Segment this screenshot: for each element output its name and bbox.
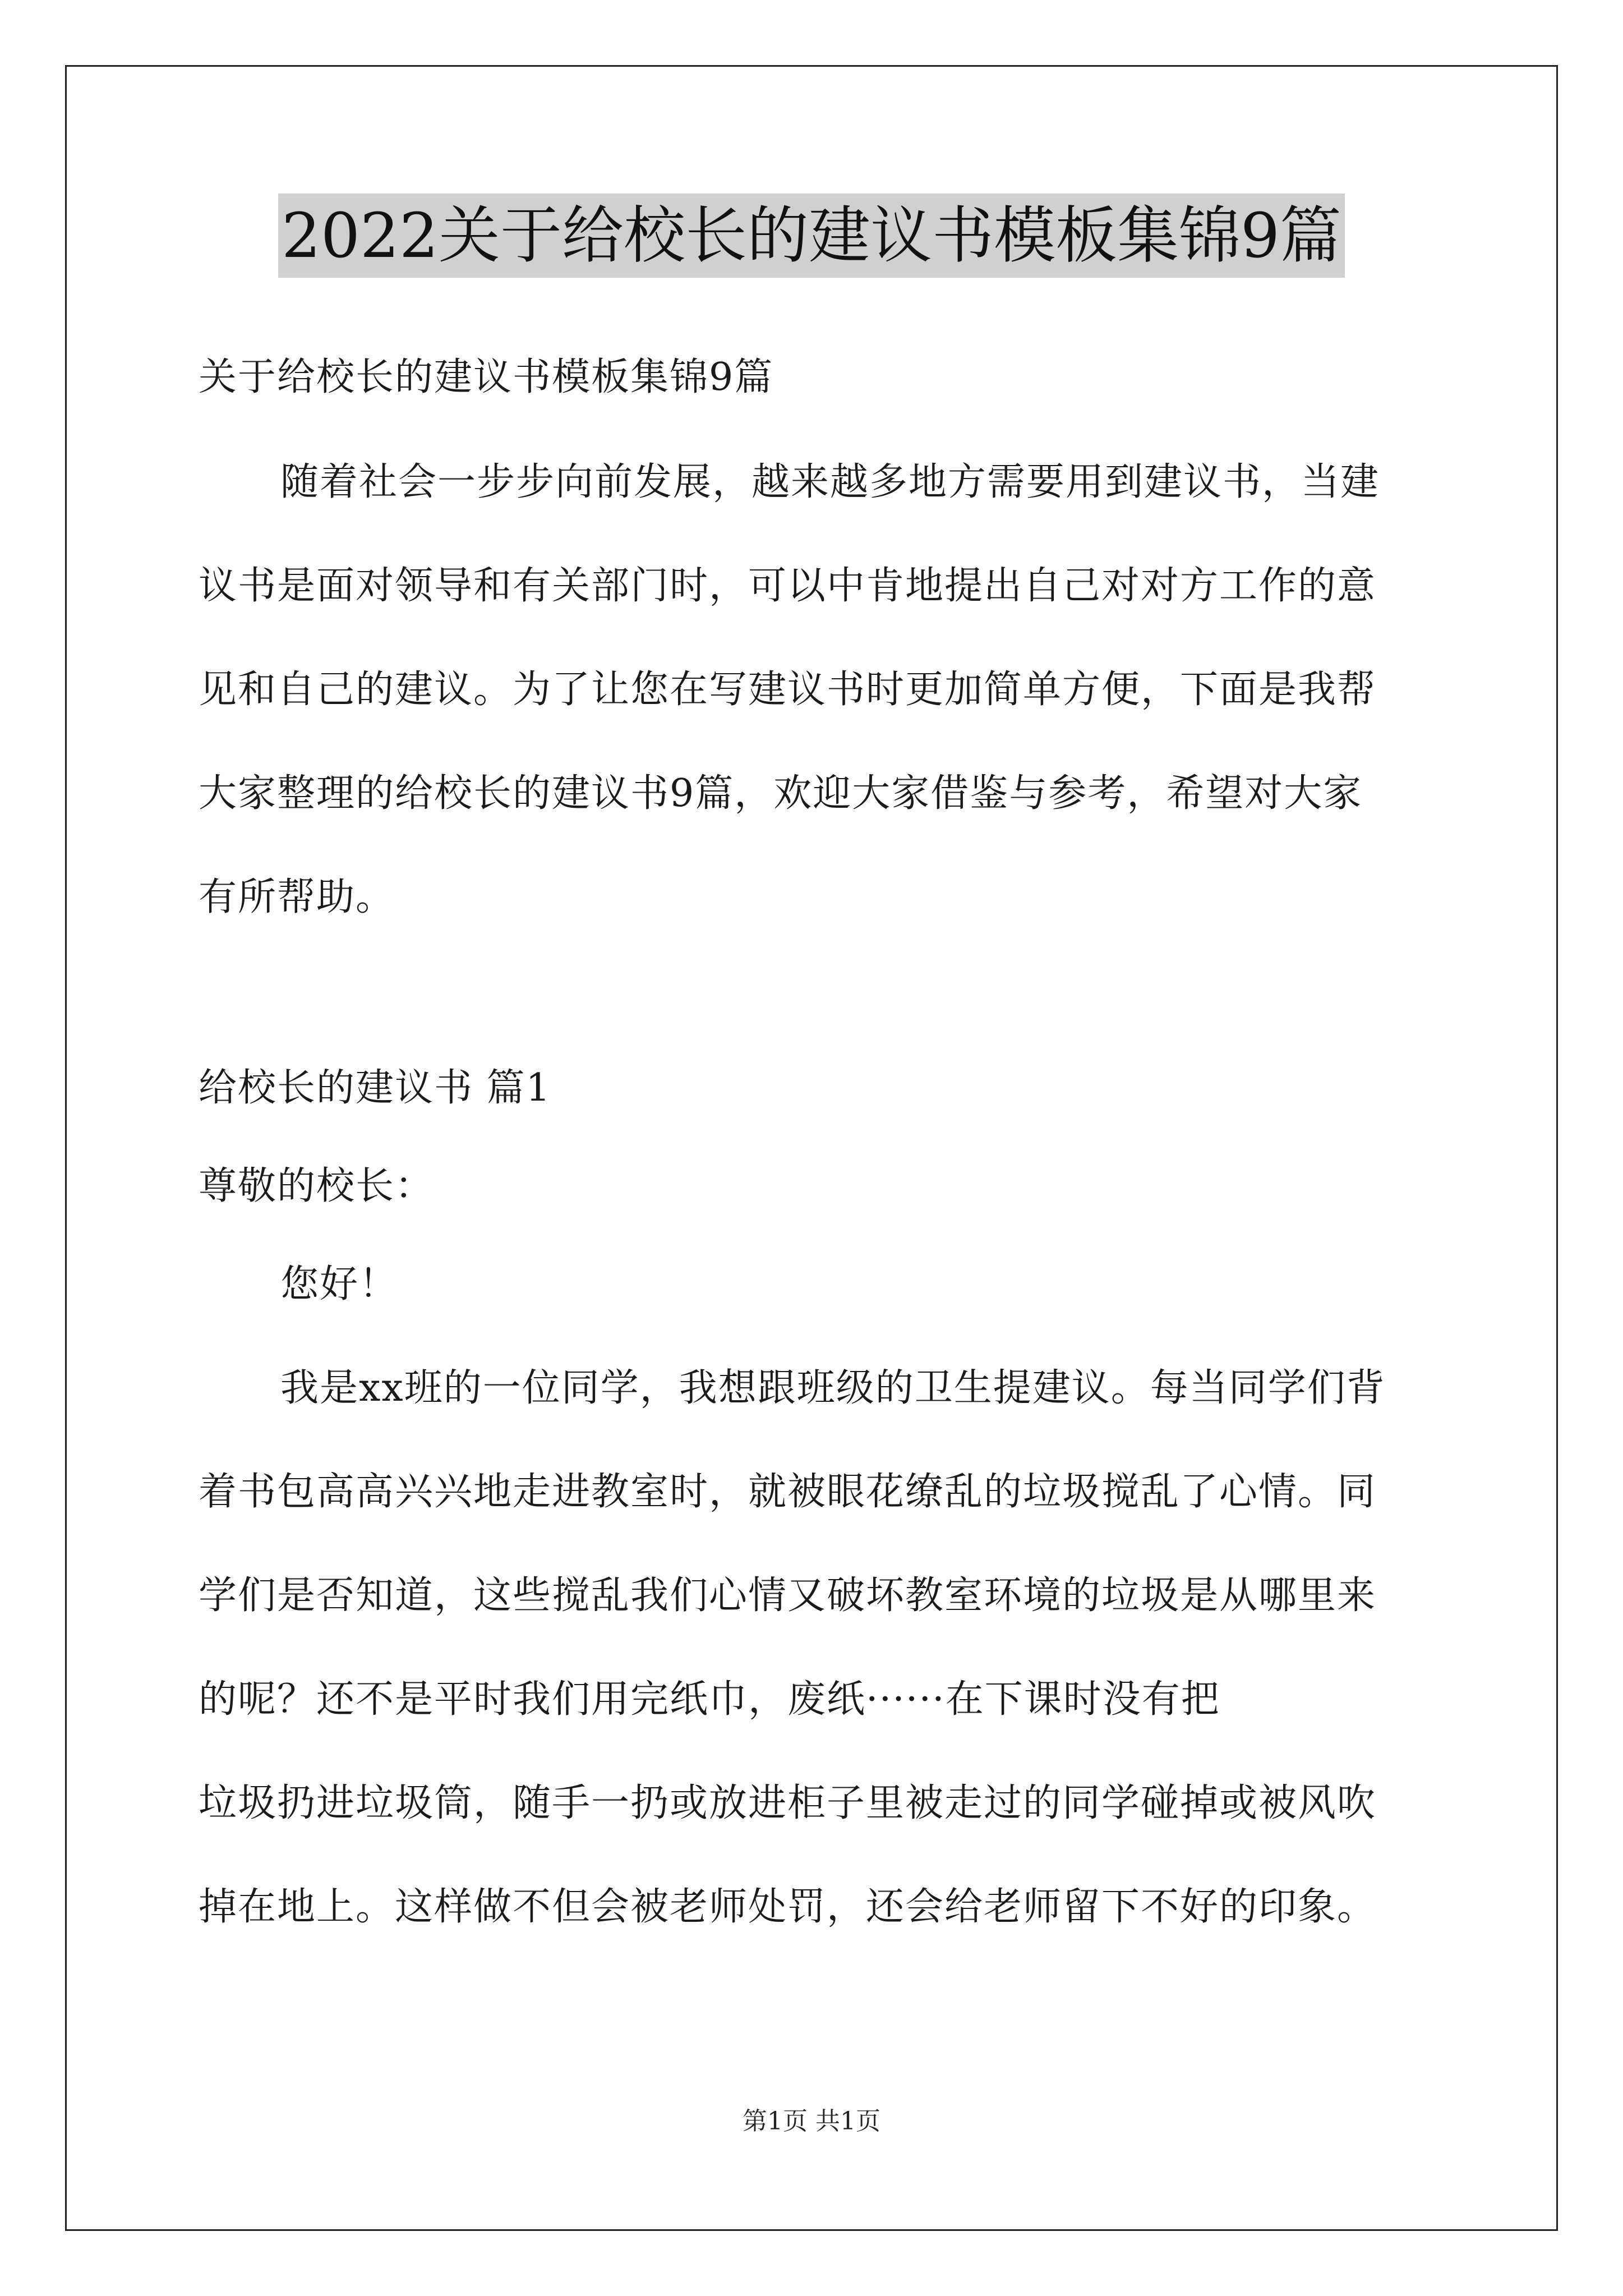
page-footer: 第1页 共1页: [743, 2107, 880, 2136]
body-line: 着书包高高兴兴地走进教室时，就被眼花缭乱的垃圾搅乱了心情。同: [199, 1470, 1377, 1514]
document-title: 2022关于给校长的建议书模板集锦9篇: [278, 194, 1345, 278]
intro-line: 议书是面对领导和有关部门时，可以中肯地提出自己对对方工作的意: [199, 564, 1377, 608]
intro-line: 见和自己的建议。为了让您在写建议书时更加简单方便，下面是我帮: [199, 668, 1377, 712]
intro-line: 大家整理的给校长的建议书9篇，欢迎大家借鉴与参考，希望对大家: [199, 771, 1363, 816]
title-container: [0, 194, 1623, 278]
body-line: 掉在地上。这样做不但会被老师处罚，还会给老师留下不好的印象。: [199, 1885, 1377, 1929]
intro-line: 随着社会一步步向前发展，越来越多地方需要用到建议书，当建: [280, 460, 1380, 504]
section-heading: 给校长的建议书 篇1: [199, 1066, 551, 1110]
body-line: 垃圾扔进垃圾筒，随手一扔或放进柜子里被走过的同学碰掉或被风吹: [199, 1781, 1377, 1825]
body-line: 学们是否知道，这些搅乱我们心情又破坏教室环境的垃圾是从哪里来: [199, 1573, 1377, 1618]
document-subtitle: 关于给校长的建议书模板集锦9篇: [199, 355, 774, 399]
greeting: 您好！: [280, 1262, 399, 1306]
salutation: 尊敬的校长：: [199, 1164, 435, 1208]
intro-line: 有所帮助。: [199, 875, 395, 919]
body-line: 我是xx班的一位同学，我想跟班级的卫生提建议。每当同学们背: [280, 1366, 1386, 1410]
body-line: 的呢？还不是平时我们用完纸巾，废纸······在下课时没有把: [199, 1677, 1220, 1722]
